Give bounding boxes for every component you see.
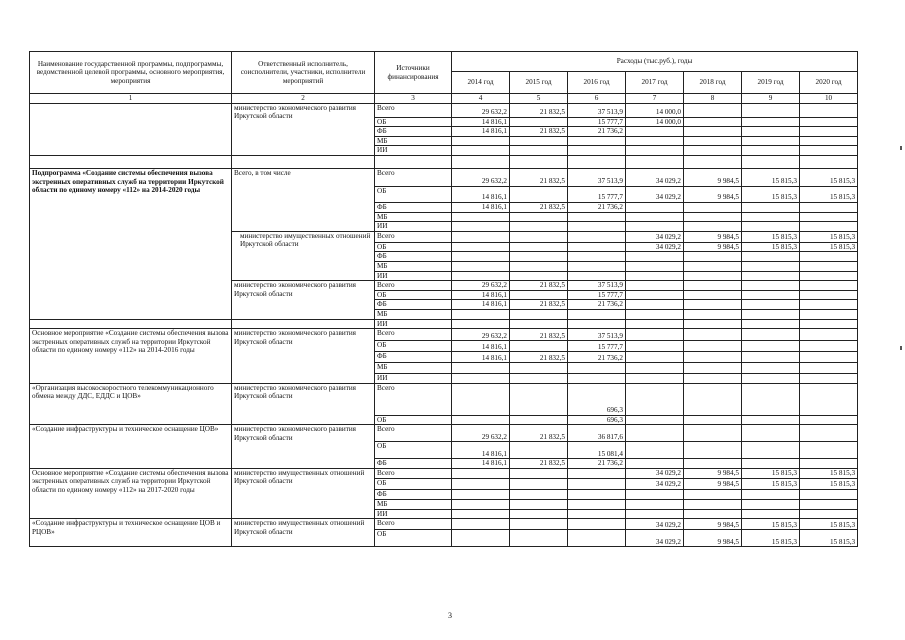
col-number: 8 xyxy=(684,94,742,104)
header-name: Наименование государственной программы, подпрограммы, ведомственной целевой программы, основного мероприятия, мероприятия xyxy=(30,52,232,94)
executor-cell: министерство имущественных отношений Иркутской области xyxy=(232,519,375,547)
activity-title: Основное мероприятие «Создание системы обеспечения вызова экстренных оперативных служб на территории Иркутской области по единому номеру «112» на 2017-2020 годы xyxy=(30,468,232,519)
executor-cell: министерство экономического развития Иркутской области xyxy=(232,103,375,155)
col-number: 6 xyxy=(568,94,626,104)
col-number: 5 xyxy=(510,94,568,104)
header-year: 2016 год xyxy=(568,72,626,94)
header-year: 2014 год xyxy=(452,72,510,94)
header-year: 2017 год xyxy=(626,72,684,94)
executor-cell: министерство имущественных отношений Иркутской области xyxy=(232,231,375,280)
header-year: 2018 год xyxy=(684,72,742,94)
col-number: 3 xyxy=(375,94,452,104)
executor-cell: министерство экономического развития Иркутской области xyxy=(232,425,375,469)
page-number: 3 xyxy=(448,611,452,620)
col-number: 7 xyxy=(626,94,684,104)
activity-title: «Организация высокоскоростного телекоммуникационного обмена между ДДС, ЕДДС и ЦОВ» xyxy=(30,383,232,425)
subprogram-title: Подпрограмма «Создание системы обеспечения вызова экстренных оперативных служб на территории Иркутской области по единому номеру «112» на 2014-2020 годы xyxy=(30,168,232,319)
header-executor: Ответственный исполнитель, соисполнители, участники, исполнители мероприятий xyxy=(232,52,375,94)
executor-cell: министерство экономического развития Иркутской области xyxy=(232,281,375,319)
col-number: 2 xyxy=(232,94,375,104)
executor-cell: министерство экономического развития Иркутской области xyxy=(232,329,375,384)
header-year: 2020 год xyxy=(800,72,858,94)
col-number: 10 xyxy=(800,94,858,104)
header-sources: Источники финансирования xyxy=(375,52,452,94)
activity-title: Основное мероприятие «Создание системы обеспечения вызова экстренных оперативных служб на территории Иркутской области по единому номеру «112» на 2014-2016 годы xyxy=(30,329,232,384)
activity-title: «Создание инфраструктуры и техническое оснащение ЦОВ» xyxy=(30,425,232,469)
header-year: 2015 год xyxy=(510,72,568,94)
header-expenses: Расходы (тыс.руб.), годы xyxy=(452,52,858,72)
name-cell xyxy=(30,103,232,155)
expenses-table: Наименование государственной программы, подпрограммы, ведомственной целевой программы, основного мероприятия, мероприятия Ответственный исполнитель, соисполнители, участники, исполнители мероприятий Источники финансирования Расходы (тыс.руб.), годы 2014 год 2015 год 2016 год 2017 год 2018 год 2019 год 2020 год 1 2 3 4 5 6 7 8 9 10 министерство экономического развития Иркутской области Всего 29 632,2 21 832,5 37 513,9 14 000,0 ОБ 14 816,1 15 777,7 14 000,0 ФБ 14 816,1 21 832,5 21 736,2 МБ ИИ Подпрограмма «Создание системы обеспечения вызова экстренных оперативных служб на территории Иркутской области по единому номеру «112» на 2014-2020 годы Всего, в том числе Всего 29 632,2 21 832,5 37 513,9 34 029,2 9 984,5 15 815,3 15 815,3 ОБ 14 816,1 15 777,7 34 029,2 9 984,5 15 815,3 15 815,3 ФБ 14 816,1 21 832,5 21 736,2 МБ ИИ министерство имущественных отношений Иркутской области Всего 34 029,2 9 984,5 15 815,3 15 815,3 ОБ 34 029,2 9 984,5 15 815,3 15 815,3 ФБ МБ ИИ министерство экономического развития Иркутской области Всего 29 632,2 21 832,5 37 513,9 ОБ 14 816,1 15 777,7 ФБ 14 816,1 21 832,5 21 736,2 МБ ИИ Основное мероприятие «Создание системы обеспечения вызова экстренных оперативных служб на территории Иркутской области по единому номеру «112» на 2014-2016 годы министерство экономического развития Иркутской области Всего 29 632,2 21 832,5 37 513,9 ОБ 14 816,1 15 777,7 ФБ 14 816,1 21 832,5 21 736,2 МБ ИИ «Организация высокоскоростного телекоммуникационного обмена между ДДС, ЕДДС и ЦОВ» министерство экономического развития Иркутской области Всего 696,3 ОБ 696,3 «Создание инфраструктуры и техническое оснащение ЦОВ» министерство экономического развития Иркутской области Всего 29 632,2 21 832,5 36 817,6 ОБ 14 816,1 15 081,4 ФБ 14 816,1 21 832,5 21 736,2 Основное мероприятие «Создание системы обеспечения вызова экстренных оперативных служб на территории Иркутской области по единому номеру «112» на 2017-2020 годы министерство имущественных отношений Иркутской области Всего 34 029,2 9 984,5 15 815,3 15 815,3 ОБ 34 029,2 9 984,5 15 815,3 15 815,3 ФБ МБ ИИ «Создание инфраструктуры и техническое оснащение ЦОВ и РЦОВ» министерство имущественных отношений Иркутской области Всего 34 029,2 9 984,5 15 815,3 15 815,3 ОБ 34 029,2 9 984,5 15 815,3 15 815,3 xyxy=(29,51,858,547)
col-number: 9 xyxy=(742,94,800,104)
scan-mark xyxy=(900,146,902,150)
header-year: 2019 год xyxy=(742,72,800,94)
activity-title: «Создание инфраструктуры и техническое оснащение ЦОВ и РЦОВ» xyxy=(30,519,232,547)
col-number: 4 xyxy=(452,94,510,104)
source-cell: Всего xyxy=(375,103,452,117)
col-number: 1 xyxy=(30,94,232,104)
executor-cell: министерство имущественных отношений Иркутской области xyxy=(232,468,375,519)
scan-mark xyxy=(900,346,902,350)
executor-cell: министерство экономического развития Иркутской области xyxy=(232,383,375,425)
